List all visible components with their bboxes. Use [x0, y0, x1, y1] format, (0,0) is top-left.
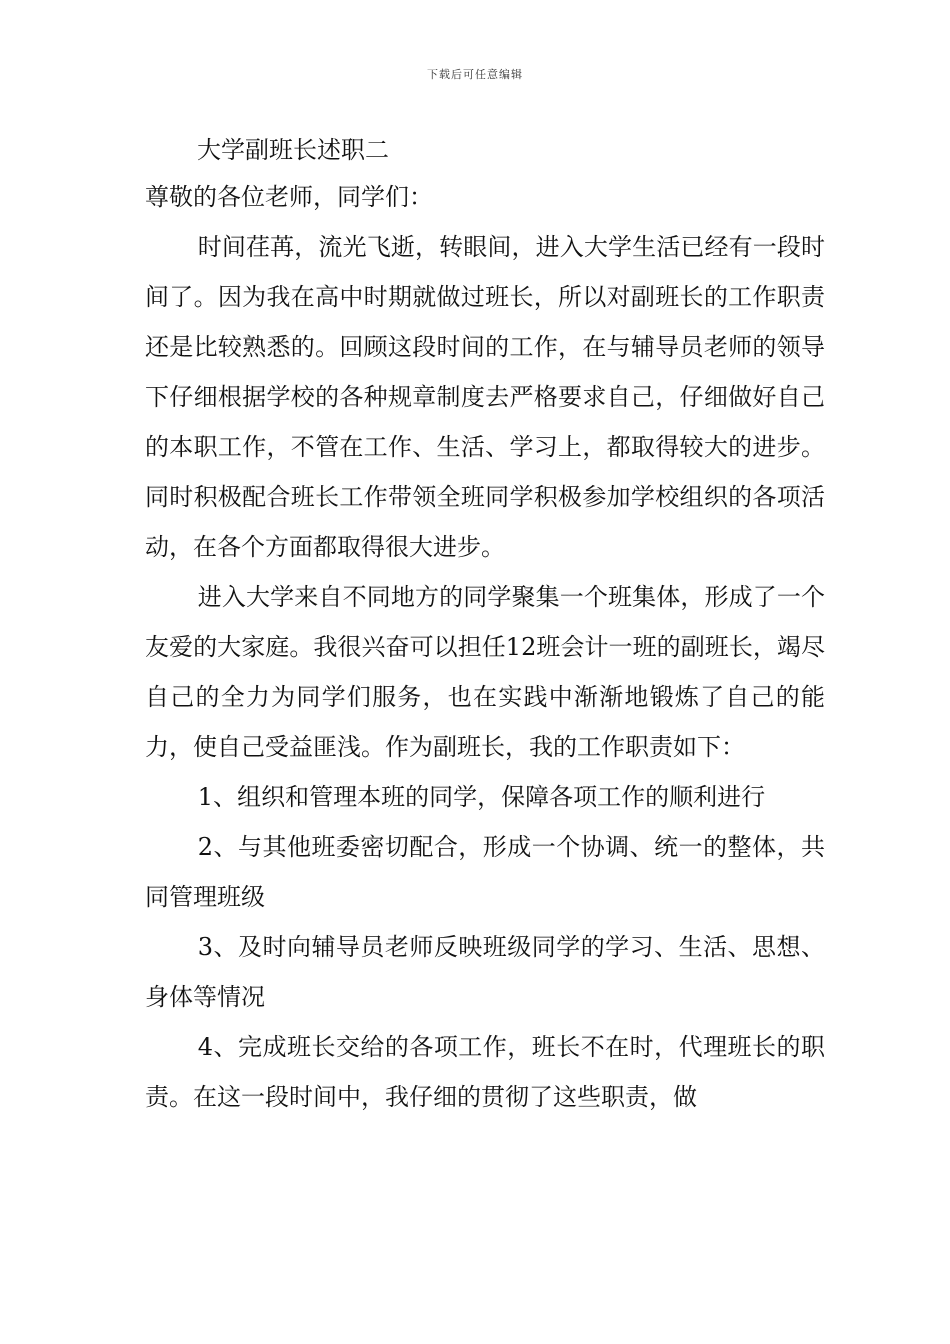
duty-item-2: 2、与其他班委密切配合，形成一个协调、统一的整体，共同管理班级	[145, 833, 825, 911]
duty-item-1: 1、组织和管理本班的同学，保障各项工作的顺利进行	[197, 783, 766, 811]
paragraph-duties-intro: 进入大学来自不同地方的同学聚集一个班集体，形成了一个友爱的大家庭。我很兴奋可以担任12班会计一班的副班长，竭尽自己的全力为同学们服务，也在实践中渐渐地锻炼了自己的能力，使自己受益匪浅。作为副班长，我的工作职责如下：	[145, 583, 825, 761]
header-note: 下载后可任意编辑	[427, 68, 523, 81]
duty-item-4: 4、完成班长交给的各项工作，班长不在时，代理班长的职责。在这一段时间中，我仔细的贯彻了这些职责，做	[145, 1033, 825, 1111]
paragraph-intro: 时间荏苒，流光飞逝，转眼间，进入大学生活已经有一段时间了。因为我在高中时期就做过班长，所以对副班长的工作职责还是比较熟悉的。回顾这段时间的工作，在与辅导员老师的领导下仔细根据学校的各种规章制度去严格要求自己，仔细做好自己的本职工作，不管在工作、生活、学习上，都取得较大的进步。同时积极配合班长工作带领全班同学积极参加学校组织的各项活动，在各个方面都取得很大进步。	[145, 233, 825, 561]
document-body	[145, 128, 825, 1122]
salutation: 尊敬的各位老师，同学们：	[145, 183, 433, 211]
document-title: 大学副班长述职二	[197, 136, 389, 164]
duty-item-3: 3、及时向辅导员老师反映班级同学的学习、生活、思想、身体等情况	[145, 933, 825, 1011]
